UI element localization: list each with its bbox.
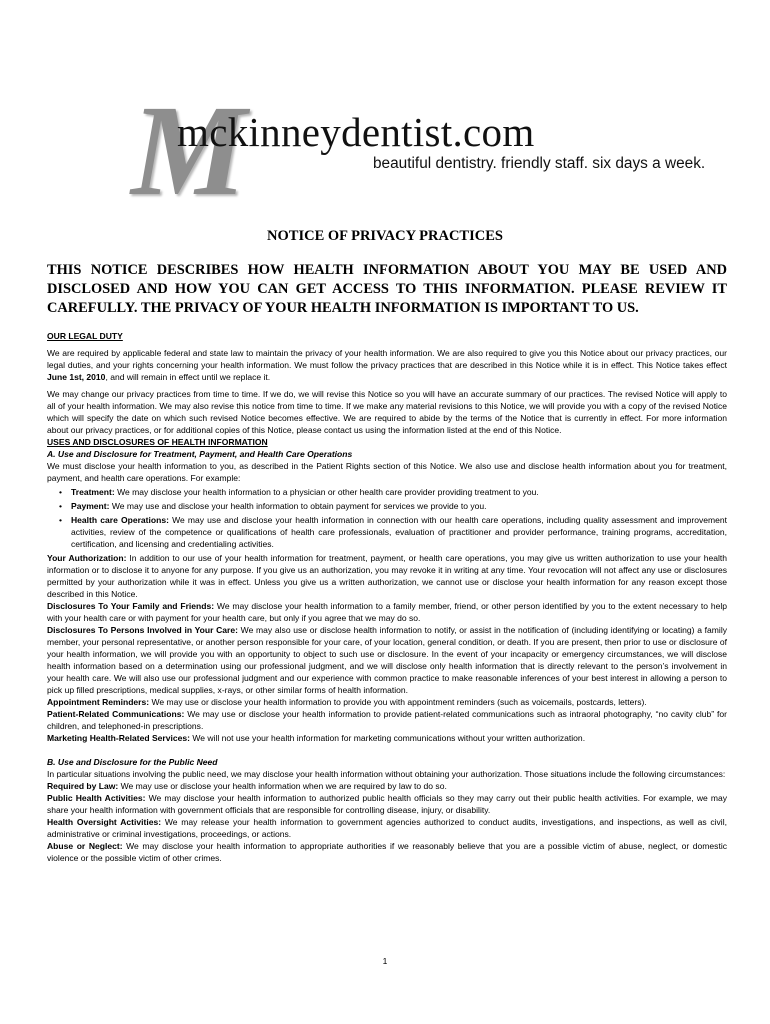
paragraph-required-by-law — [47, 780, 727, 792]
paragraph-health-oversight — [47, 816, 727, 840]
bullet-label: Health care Operations: — [71, 515, 169, 525]
section-heading-legal-duty: OUR LEGAL DUTY — [47, 331, 123, 341]
list-item — [47, 486, 727, 498]
public-need-intro: In particular situations involving the public need, we may disclose your health information without obtaining your authorization. Those situations include the following circumstances: — [47, 769, 726, 779]
item-label: Required by Law: — [47, 781, 119, 791]
bullet-text: We may use and disclose your health information in connection with our health care operations, including quality assessment and improvement activities, review of the competence or qualifications of health care professionals, evaluation of practitioner and provider performance, training programs, accreditation, certification, and licensing and credentialing activities. — [71, 515, 728, 549]
item-label: Your Authorization: — [47, 553, 127, 563]
document-body — [47, 330, 727, 864]
paragraph-appointment-reminders — [47, 696, 727, 708]
paragraph-patient-communications — [47, 708, 727, 732]
legal-duty-paragraph-2: We may change our privacy practices from time to time. If we do, we will revise this Notice so you will have an accurate summary of our practices. The revised Notice will apply to all of your health information. We may also revise this notice from time to time. If we make any material revisions to this Notice, we will provide you with a copy of the revised Notice which will specify the date on which such revised Notice becomes effective. We are required to abide by the terms of the Notice that is currently in effect. For more information about our privacy practices, or for additional copies of this Notice, please contact us using the information listed at the end of this Notice. — [47, 389, 727, 435]
legal-duty-paragraph-1 — [47, 347, 727, 383]
item-label: Marketing Health-Related Services: — [47, 733, 190, 743]
item-text: We may disclose your health information to authorized public health officials so they may carry out their public health activities. For example, we may share your health information with government officials that are responsible for controlling disease, injury, or disability. — [47, 793, 727, 815]
legal-duty-p1-tail: , and will remain in effect until we replace it. — [105, 372, 271, 382]
notice-heading: THIS NOTICE DESCRIBES HOW HEALTH INFORMATION ABOUT YOU MAY BE USED AND DISCLOSED AND HOW YOU CAN GET ACCESS TO THIS INFORMATION. PLEASE REVIEW IT CAREFULLY. THE PRIVACY OF YOUR HEALTH INFORMATION IS IMPORTANT TO US. — [47, 262, 727, 316]
list-item — [47, 514, 727, 550]
logo-tagline: beautiful dentistry. friendly staff. six days a week. — [373, 155, 706, 172]
paragraph-family-friends — [47, 600, 727, 624]
item-text: We may use or disclose your health information to provide patient-related communications such as intraoral photography, “no cavity club” for children, and telephoned-in prescriptions. — [47, 709, 727, 731]
item-text: We may disclose your health information to appropriate authorities if we reasonably believe that you are a possible victim of abuse, neglect, or domestic violence or the possible victim of other crimes. — [47, 841, 727, 863]
uses-bullet-list — [47, 486, 727, 550]
bullet-text: We may use and disclose your health information to obtain payment for services we provide to you. — [109, 501, 487, 511]
item-label: Disclosures To Persons Involved in Your Care: — [47, 625, 238, 635]
item-label: Public Health Activities: — [47, 793, 146, 803]
item-text: In addition to our use of your health information for treatment, payment, or health care operations, you may give us written authorization to use your health information or to disclose it to anyone for any purpose. If you give us an authorization, you may revoke it in writing at any time. Your revocation will not affect any use or disclosures permitted by your authorization while it was in effect. Unless you give us a written authorization, we cannot use or disclose your health information for any reason except those described in this Notice. — [47, 553, 727, 599]
bullet-label: Treatment: — [71, 487, 115, 497]
item-text: We may also use or disclose health information to notify, or assist in the notification of (including identifying or locating) a family member, your personal representative, or another person responsible for your care, of your location, general condition, or death. If you are present, then prior to use or disclosure of your health information, we will provide you with an opportunity to object to such use or disclosure. In the event of your incapacity or emergency circumstances, we will disclose health information based on a determination using our professional judgment, and we will disclose only health information that is directly relevant to the person’s involvement in your health care. We will also use our professional judgment and our experience with common practice to make reasonable inferences of your best interest in allowing a person to pick up filled prescriptions, medical supplies, x-rays, or other similar forms of health information. — [47, 625, 727, 695]
item-label: Abuse or Neglect: — [47, 841, 123, 851]
section-heading-uses: USES AND DISCLOSURES OF HEALTH INFORMATION — [47, 437, 268, 447]
legal-duty-p1-text: We are required by applicable federal and state law to maintain the privacy of your health information. We are also required to give you this Notice about our privacy practices, our legal duties, and your rights concerning your health information. We must follow the privacy practices that are described in this Notice while it is in effect. This Notice takes effect — [47, 348, 727, 370]
item-text: We will not use your health information for marketing communications without your written authorization. — [189, 733, 586, 743]
uses-intro: We must disclose your health information to you, as described in the Patient Rights section of this Notice. We also use and disclose health information about you for treatment, payment, and health care operations. For example: — [47, 461, 727, 483]
page-title: NOTICE OF PRIVACY PRACTICES — [267, 228, 503, 244]
logo-monogram: M — [131, 79, 243, 223]
paragraph-persons-involved — [47, 624, 727, 696]
effective-date: June 1st, 2010 — [47, 372, 106, 382]
item-text: We may disclose your health information to a family member, friend, or other person identified by you to the extent necessary to help with your health care or with payment for your health care, but only if you agree that we may do so. — [47, 601, 727, 623]
page-number: 1 — [382, 956, 388, 966]
item-label: Appointment Reminders: — [47, 697, 150, 707]
item-text: We may use or disclose your health information when we are required by law to do so. — [118, 781, 447, 791]
item-label: Disclosures To Your Family and Friends: — [47, 601, 215, 611]
list-item — [47, 500, 727, 512]
paragraph-abuse-neglect — [47, 840, 727, 864]
item-text: We may release your health information to government agencies authorized to conduct audits, investigations, and inspections, as well as civil, administrative or criminal investigations, proceedings, or actions. — [47, 817, 727, 839]
logo — [125, 79, 706, 223]
paragraph-your-authorization — [47, 552, 727, 600]
subheading-a: A. Use and Disclosure for Treatment, Payment, and Health Care Operations — [47, 449, 353, 459]
item-label: Patient-Related Communications: — [47, 709, 185, 719]
item-label: Health Oversight Activities: — [47, 817, 162, 827]
item-text: We may use or disclose your health information to provide you with appointment reminders (such as voicemails, postcards, letters). — [149, 697, 647, 707]
subheading-b: B. Use and Disclosure for the Public Need — [47, 757, 218, 767]
bullet-text: We may disclose your health information to a physician or other health care provider providing treatment to you. — [114, 487, 539, 497]
logo-domain: mckinneydentist.com — [177, 109, 535, 155]
bullet-label: Payment: — [71, 501, 110, 511]
paragraph-public-health — [47, 792, 727, 816]
paragraph-marketing — [47, 732, 727, 744]
